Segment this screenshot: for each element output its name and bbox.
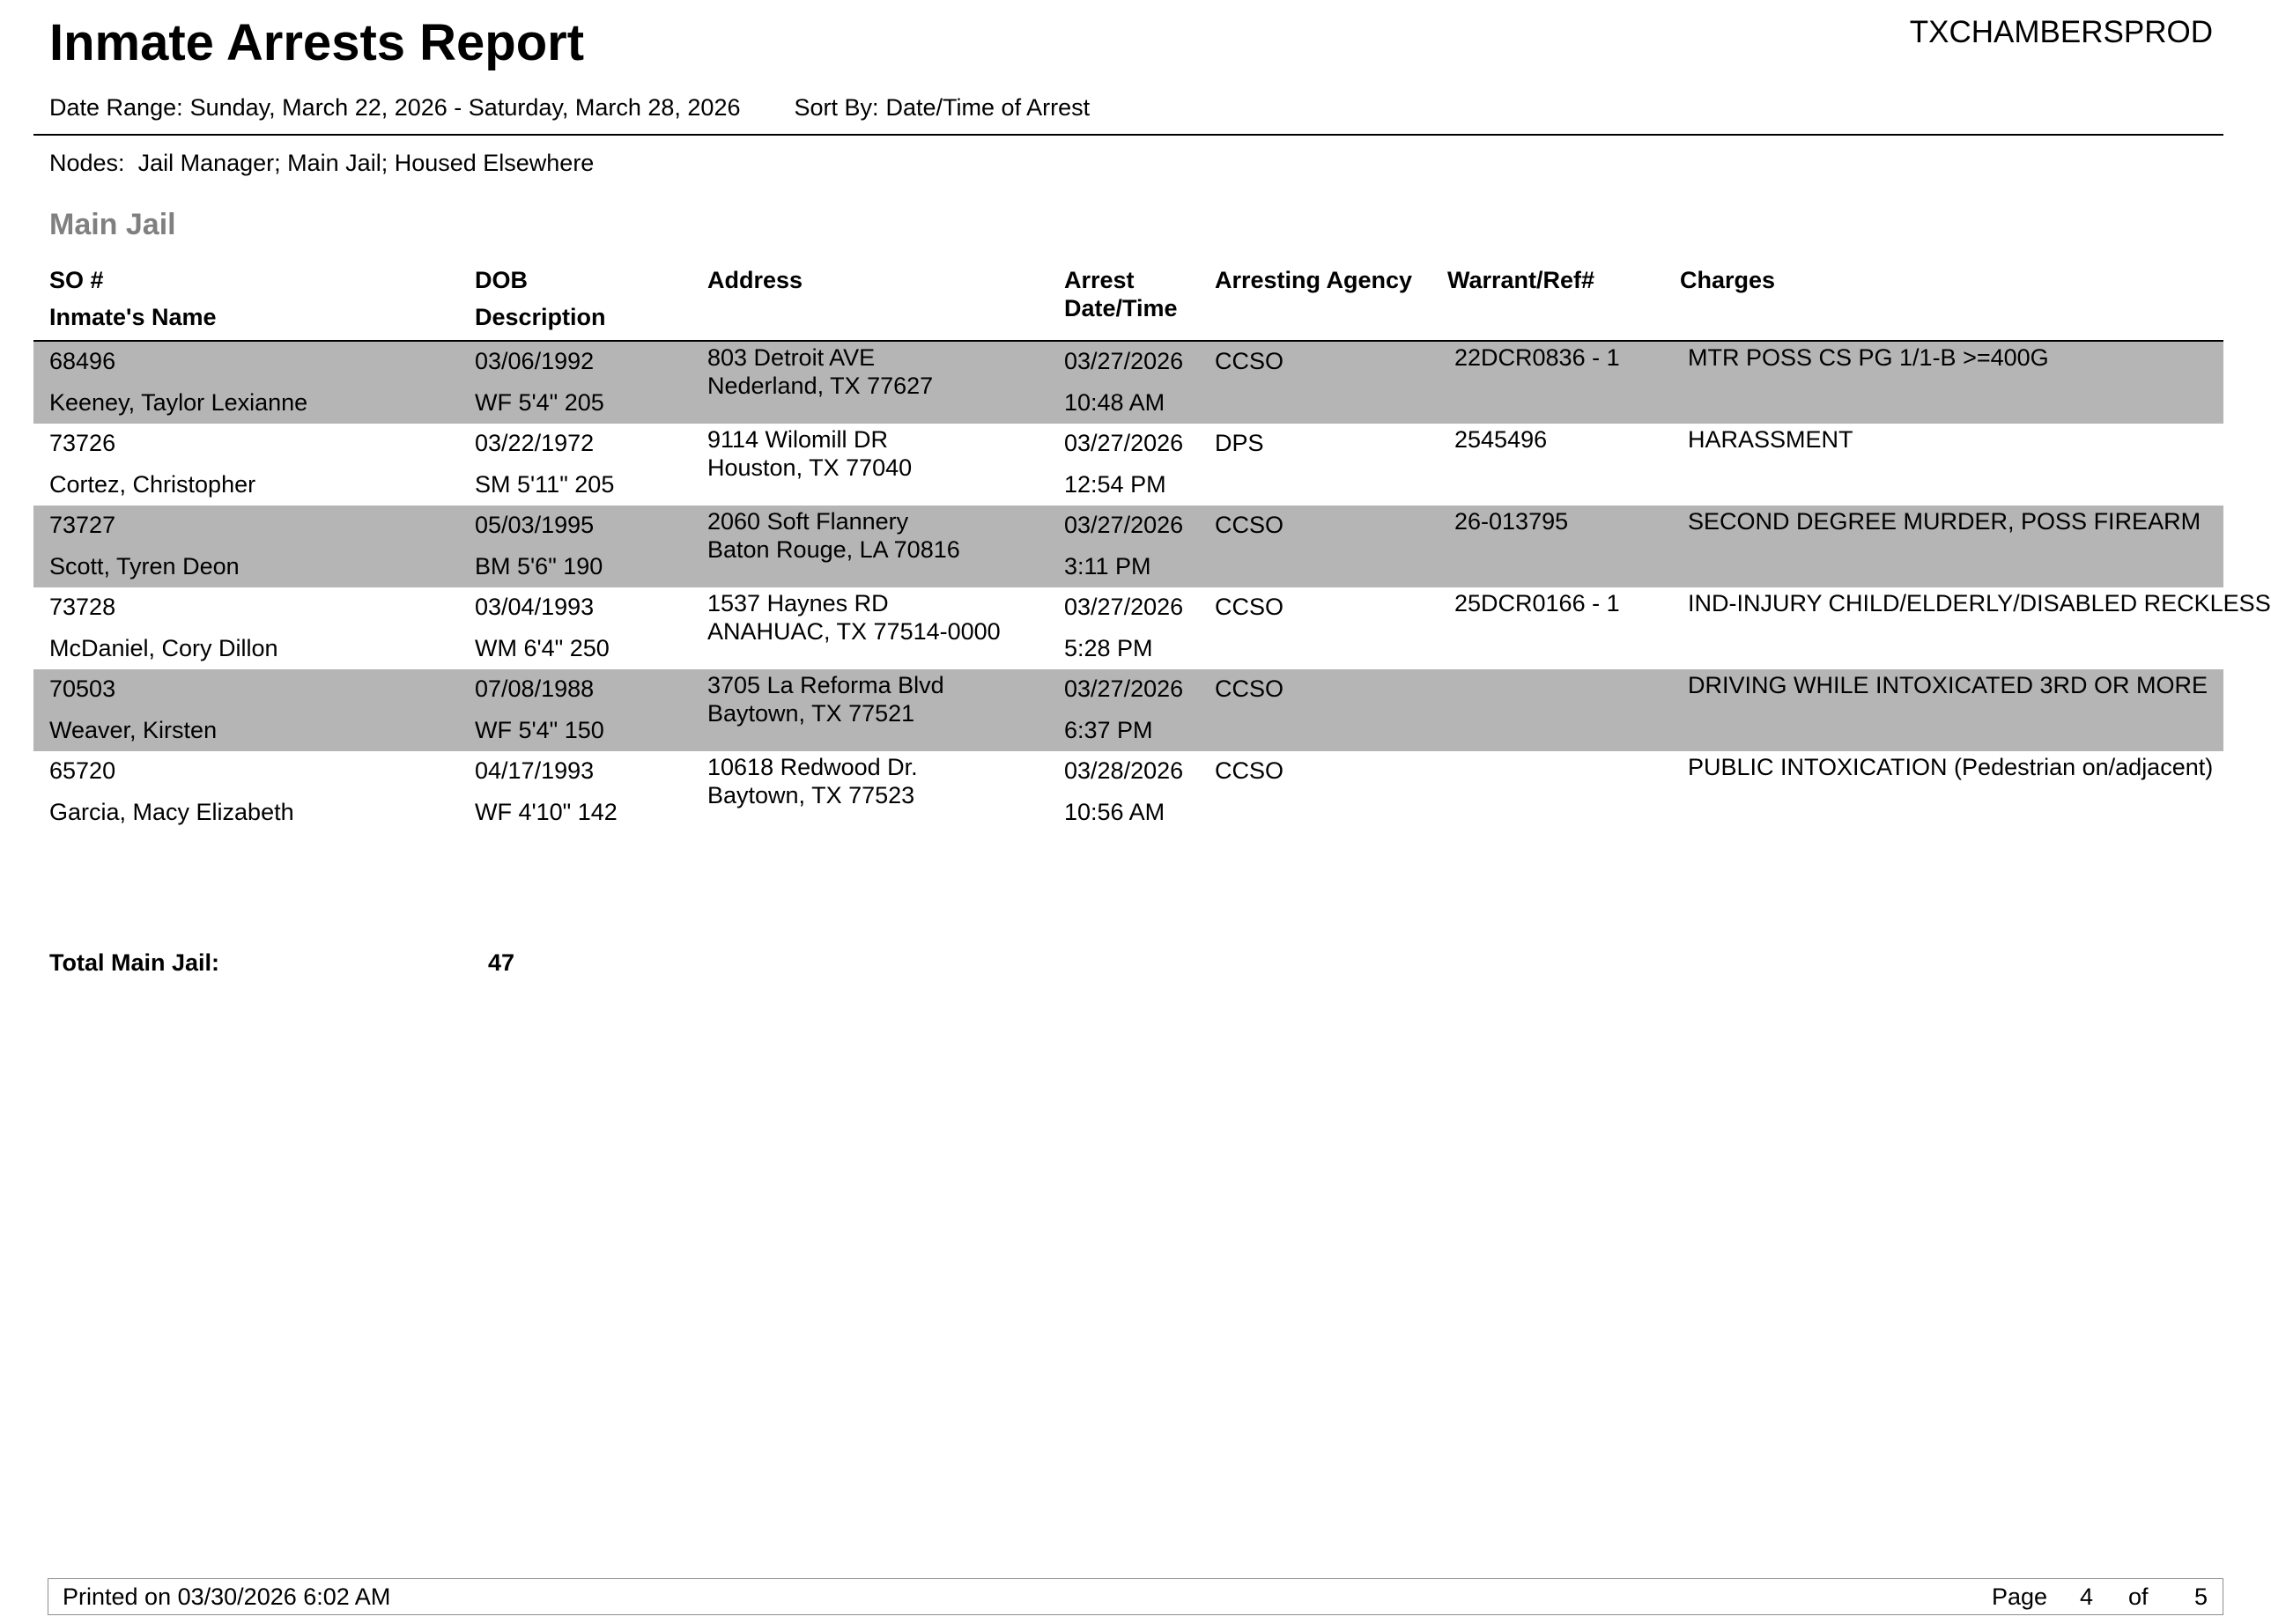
inmate-name: Cortez, Christopher bbox=[49, 471, 256, 498]
arrest-date: 03/27/2026 bbox=[1064, 348, 1184, 374]
charges: IND-INJURY CHILD/ELDERLY/DISABLED RECKLESS bbox=[1688, 590, 2271, 616]
arrest-time: 6:37 PM bbox=[1064, 717, 1153, 743]
address-line-2: Baytown, TX 77523 bbox=[707, 782, 915, 808]
nodes-line bbox=[49, 147, 594, 179]
date-range-value: Sunday, March 22, 2026 - Saturday, March 28, 2026 bbox=[189, 94, 741, 121]
nodes-value: Jail Manager; Main Jail; Housed Elsewhere bbox=[137, 150, 595, 176]
address-line-1: 803 Detroit AVE bbox=[707, 344, 876, 371]
inmate-name: McDaniel, Cory Dillon bbox=[49, 635, 278, 661]
inmate-name: Keeney, Taylor Lexianne bbox=[49, 389, 308, 416]
nodes-label: Nodes: bbox=[49, 150, 125, 176]
header-divider bbox=[33, 134, 2223, 136]
warrant-ref: 22DCR0836 - 1 bbox=[1454, 344, 1620, 371]
address-line-1: 1537 Haynes RD bbox=[707, 590, 889, 616]
printed-on-value: 03/30/2026 6:02 AM bbox=[177, 1583, 391, 1610]
description: WM 6'4" 250 bbox=[475, 635, 610, 661]
dob: 03/22/1972 bbox=[475, 430, 595, 456]
description: WF 4'10" 142 bbox=[475, 799, 618, 825]
arrest-time: 12:54 PM bbox=[1064, 471, 1166, 498]
warrant-ref: 25DCR0166 - 1 bbox=[1454, 590, 1620, 616]
column-header-arrest-datetime: Date/Time bbox=[1064, 295, 1178, 321]
inmate-name: Scott, Tyren Deon bbox=[49, 553, 240, 579]
sort-by-label: Sort By: bbox=[794, 94, 879, 121]
page-label: Page bbox=[1992, 1583, 2048, 1610]
column-header-so: SO # bbox=[49, 267, 104, 293]
address-line-2: Nederland, TX 77627 bbox=[707, 373, 934, 399]
page-total: 5 bbox=[2194, 1583, 2208, 1610]
address-line-2: Houston, TX 77040 bbox=[707, 454, 913, 481]
dob: 03/06/1992 bbox=[475, 348, 595, 374]
report-parameters bbox=[49, 92, 1090, 123]
arrest-time: 5:28 PM bbox=[1064, 635, 1153, 661]
column-header-arrest: Arrest bbox=[1064, 267, 1135, 293]
so-number: 73728 bbox=[49, 594, 116, 620]
system-name: TXCHAMBERSPROD bbox=[1909, 15, 2213, 49]
printed-on-label: Printed on bbox=[63, 1583, 172, 1610]
table-row bbox=[33, 342, 2223, 424]
column-header-description: Description bbox=[475, 304, 606, 330]
address-line-2: Baton Rouge, LA 70816 bbox=[707, 536, 960, 563]
table-row bbox=[33, 751, 2223, 833]
so-number: 73726 bbox=[49, 430, 116, 456]
arresting-agency: CCSO bbox=[1215, 348, 1284, 374]
address-line-1: 3705 La Reforma Blvd bbox=[707, 672, 944, 698]
description: SM 5'11" 205 bbox=[475, 471, 615, 498]
table-row bbox=[33, 424, 2223, 506]
charges: PUBLIC INTOXICATION (Pedestrian on/adjacent) bbox=[1688, 754, 2214, 780]
so-number: 65720 bbox=[49, 757, 116, 784]
charges: MTR POSS CS PG 1/1-B >=400G bbox=[1688, 344, 2049, 371]
column-header-name: Inmate's Name bbox=[49, 304, 217, 330]
description: WF 5'4" 205 bbox=[475, 389, 604, 416]
inmate-name: Weaver, Kirsten bbox=[49, 717, 218, 743]
page-of-label: of bbox=[2128, 1583, 2149, 1610]
address-line-1: 9114 Wilomill DR bbox=[707, 426, 889, 453]
column-header-warrant: Warrant/Ref# bbox=[1447, 267, 1595, 293]
arresting-agency: DPS bbox=[1215, 430, 1264, 456]
inmate-name: Garcia, Macy Elizabeth bbox=[49, 799, 294, 825]
printed-on bbox=[63, 1583, 390, 1611]
charges: HARASSMENT bbox=[1688, 426, 1853, 453]
column-header-charges: Charges bbox=[1680, 267, 1776, 293]
so-number: 70503 bbox=[49, 675, 116, 702]
charges: DRIVING WHILE INTOXICATED 3RD OR MORE bbox=[1688, 672, 2208, 698]
description: WF 5'4" 150 bbox=[475, 717, 604, 743]
sort-by-value: Date/Time of Arrest bbox=[885, 94, 1091, 121]
address-line-2: ANAHUAC, TX 77514-0000 bbox=[707, 618, 1001, 645]
arrest-date: 03/27/2026 bbox=[1064, 430, 1184, 456]
section-total-value: 47 bbox=[488, 949, 515, 976]
table-row bbox=[33, 587, 2271, 669]
arrest-date: 03/27/2026 bbox=[1064, 512, 1184, 538]
arrest-time: 10:48 AM bbox=[1064, 389, 1165, 416]
column-header-agency: Arresting Agency bbox=[1215, 267, 1413, 293]
arresting-agency: CCSO bbox=[1215, 512, 1284, 538]
table-row bbox=[33, 669, 2223, 751]
address-line-1: 2060 Soft Flannery bbox=[707, 508, 909, 535]
report-title: Inmate Arrests Report bbox=[49, 14, 585, 71]
arrest-time: 3:11 PM bbox=[1064, 553, 1151, 579]
arrest-time: 10:56 AM bbox=[1064, 799, 1165, 825]
page-footer bbox=[48, 1578, 2223, 1615]
section-title: Main Jail bbox=[49, 208, 176, 241]
arresting-agency: CCSO bbox=[1215, 675, 1284, 702]
warrant-ref: 26-013795 bbox=[1454, 508, 1569, 535]
column-header-address: Address bbox=[707, 267, 803, 293]
arrest-date: 03/28/2026 bbox=[1064, 757, 1184, 784]
column-header-dob: DOB bbox=[475, 267, 528, 293]
address-line-1: 10618 Redwood Dr. bbox=[707, 754, 918, 780]
page-number: 4 bbox=[2080, 1583, 2094, 1610]
dob: 04/17/1993 bbox=[475, 757, 595, 784]
so-number: 73727 bbox=[49, 512, 116, 538]
dob: 07/08/1988 bbox=[475, 675, 595, 702]
arrest-date: 03/27/2026 bbox=[1064, 594, 1184, 620]
so-number: 68496 bbox=[49, 348, 116, 374]
section-total-label: Total Main Jail: bbox=[49, 949, 220, 976]
table-row bbox=[33, 506, 2223, 587]
address-line-2: Baytown, TX 77521 bbox=[707, 700, 915, 727]
charges: SECOND DEGREE MURDER, POSS FIREARM bbox=[1688, 508, 2201, 535]
dob: 03/04/1993 bbox=[475, 594, 595, 620]
arresting-agency: CCSO bbox=[1215, 594, 1284, 620]
warrant-ref: 2545496 bbox=[1454, 426, 1548, 453]
date-range-label: Date Range: bbox=[49, 94, 183, 121]
dob: 05/03/1995 bbox=[475, 512, 595, 538]
arresting-agency: CCSO bbox=[1215, 757, 1284, 784]
arrest-date: 03/27/2026 bbox=[1064, 675, 1184, 702]
description: BM 5'6" 190 bbox=[475, 553, 603, 579]
